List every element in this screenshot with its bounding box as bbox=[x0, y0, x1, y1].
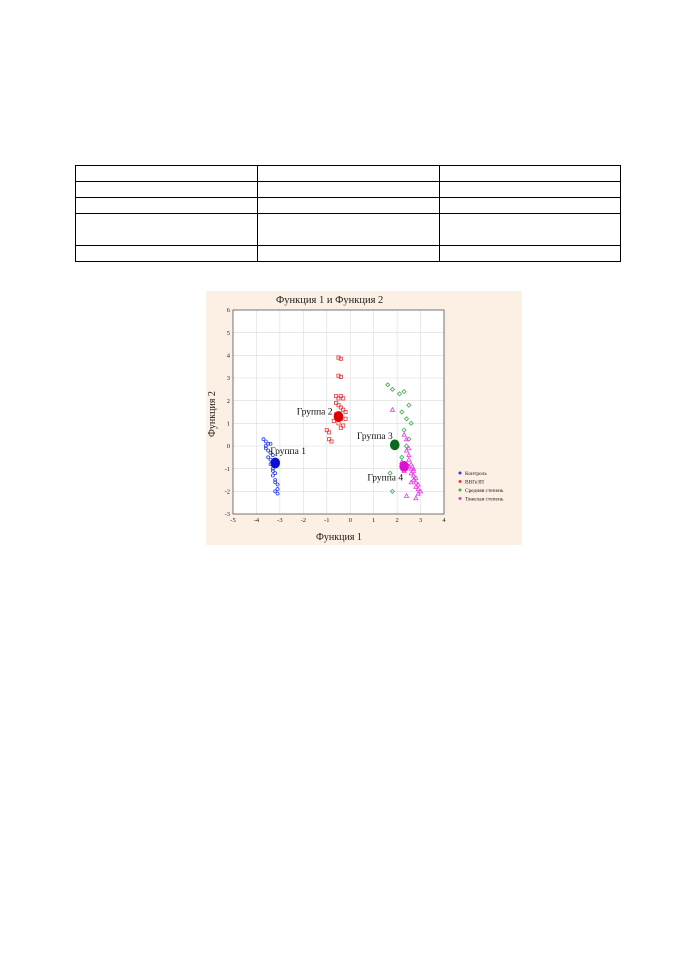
table-cell bbox=[439, 182, 620, 198]
table-cell bbox=[76, 246, 258, 262]
y-tick-label: 2 bbox=[226, 397, 230, 405]
x-axis-label: Функция 1 bbox=[316, 532, 362, 543]
table-cell bbox=[258, 198, 439, 214]
y-tick-label: 4 bbox=[226, 352, 230, 360]
table-cell bbox=[76, 214, 258, 246]
table-cell bbox=[258, 246, 439, 262]
centroid-marker bbox=[399, 461, 409, 472]
y-tick-label: 6 bbox=[226, 307, 230, 315]
legend-label: Средняя степень bbox=[465, 488, 504, 494]
x-tick-label: 4 bbox=[442, 517, 446, 524]
centroid-label: Группа 3 bbox=[356, 431, 393, 442]
centroid-label: Группа 4 bbox=[367, 473, 404, 484]
y-tick-label: 1 bbox=[226, 420, 230, 428]
x-tick-label: 1 bbox=[372, 517, 376, 524]
x-tick-label: 3 bbox=[418, 517, 423, 524]
scatter-chart bbox=[206, 291, 522, 545]
table-row bbox=[76, 198, 621, 214]
y-tick-label: 0 bbox=[226, 443, 230, 451]
legend-label: ВВГеЗП bbox=[465, 479, 484, 486]
table-cell bbox=[76, 198, 258, 214]
legend-label: Контроль bbox=[465, 471, 487, 477]
centroid-marker bbox=[334, 411, 344, 422]
table-cell bbox=[439, 198, 620, 214]
table-row bbox=[76, 214, 621, 246]
y-tick-label: 3 bbox=[226, 375, 230, 383]
x-tick-label: 2 bbox=[395, 517, 399, 524]
table-row bbox=[76, 182, 621, 198]
y-tick-label: -3 bbox=[224, 511, 230, 519]
chart-title: Функция 1 и Функция 2 bbox=[276, 295, 384, 306]
table-cell bbox=[258, 214, 439, 246]
x-tick-label: 0 bbox=[348, 517, 352, 524]
table-cell bbox=[258, 166, 439, 182]
x-tick-label: -4 bbox=[253, 517, 260, 524]
legend-marker bbox=[459, 489, 462, 492]
x-tick-label: -2 bbox=[300, 517, 307, 524]
table-cell bbox=[439, 246, 620, 262]
centroid-label: Группа 2 bbox=[296, 407, 333, 418]
y-tick-label: -1 bbox=[224, 465, 230, 473]
legend-label: Тяжелая степень bbox=[465, 496, 504, 503]
empty-table bbox=[75, 165, 621, 262]
y-tick-label: -2 bbox=[224, 488, 230, 496]
y-axis-label: Функция 2 bbox=[207, 391, 218, 437]
legend-marker bbox=[459, 472, 462, 475]
table-cell bbox=[439, 166, 620, 182]
table-cell bbox=[76, 166, 258, 182]
y-tick-label: 5 bbox=[226, 329, 230, 337]
legend-marker bbox=[459, 480, 462, 483]
x-tick-label: -3 bbox=[277, 517, 283, 524]
table-cell bbox=[76, 182, 258, 198]
centroid-marker bbox=[270, 458, 280, 469]
table-row bbox=[76, 246, 621, 262]
table-cell bbox=[258, 182, 439, 198]
scatter-figure bbox=[206, 291, 522, 545]
legend-marker bbox=[459, 497, 462, 500]
x-tick-label: -5 bbox=[230, 517, 236, 524]
x-tick-label: -1 bbox=[324, 517, 330, 524]
table-cell bbox=[439, 214, 620, 246]
centroid-label: Группа 1 bbox=[270, 447, 306, 457]
table-row bbox=[76, 166, 621, 182]
